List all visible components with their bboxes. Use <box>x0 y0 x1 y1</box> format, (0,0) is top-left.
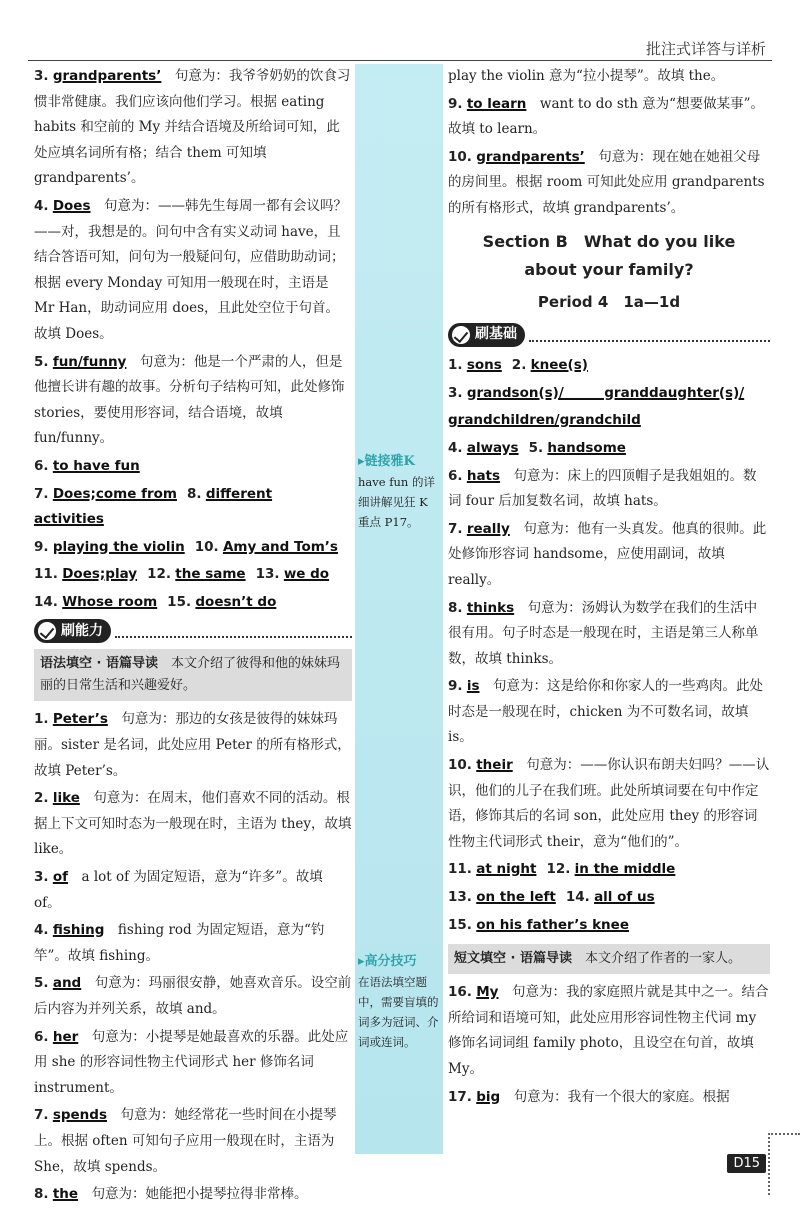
answer-text: in the middle <box>574 861 676 878</box>
answer-text: to have fun <box>52 457 140 474</box>
item-number: 6. <box>34 457 49 474</box>
item-number: 1. <box>34 711 49 728</box>
answer-text: different activities <box>34 485 273 528</box>
answer-text: grandchildren/grandchild <box>448 412 641 429</box>
item-number: 3. <box>448 384 463 401</box>
item-number: 7. <box>34 485 49 502</box>
continued-text: play the violin 意为“拉小提琴”。故填 the。 <box>448 68 725 84</box>
answer-item <box>448 145 770 222</box>
item-number: 8. <box>186 485 202 502</box>
answer-text: handsome <box>547 439 626 456</box>
answer-text: her <box>52 1028 79 1045</box>
item-number: 11. <box>448 861 472 878</box>
reading-guide <box>34 649 352 701</box>
item-number: 1. <box>448 357 463 374</box>
short-answer-row <box>448 353 770 379</box>
answer-text: at night <box>476 861 537 878</box>
answer-text: big <box>476 1088 501 1105</box>
answer-text: of <box>52 869 68 886</box>
answer-text: fishing <box>52 922 105 939</box>
answer-text: to learn <box>466 95 527 112</box>
item-number: 6. <box>448 467 463 484</box>
basics-badge <box>448 323 770 347</box>
answer-text: on his father’s knee <box>476 916 629 933</box>
item-number: 13. <box>255 566 280 583</box>
item-number: 9. <box>34 538 49 555</box>
explanation-text: 句意为：她能把小提琴拉得非常棒。 <box>91 1186 308 1203</box>
corner-dots <box>768 1133 800 1195</box>
reading-guide-label: 语法填空 · 语篇导读 <box>40 656 158 672</box>
short-answer-row <box>34 454 352 480</box>
item-number: 12. <box>147 566 171 583</box>
reading-guide-text: 本文介绍了作者的一家人。 <box>585 951 742 967</box>
explanation-text: 句意为：——韩先生每周一都有会议吗？——对，我想是的。问句中含有实义动词 have，且结合答语可知，问句为一般疑问句，应借助助动词；根据 every Monday 可知用一般现在时，主语是 Mr Han，助动词应用 does，且此处空位于句首。故填 Does。 <box>34 197 348 342</box>
side-note-tip-tag: ▸高分技巧 <box>358 954 417 969</box>
left-column <box>34 64 352 1210</box>
item-number: 13. <box>448 889 472 906</box>
answer-item <box>34 918 352 969</box>
explanation-text: want to do sth 意为“想要做某事”。故填 to learn。 <box>448 95 764 138</box>
answer-text: grandparents’ <box>52 68 162 84</box>
practice-badge <box>34 619 352 643</box>
section-title-line2: about your family? <box>524 259 694 279</box>
item-number: 2. <box>511 357 527 374</box>
side-note-link-text: have fun 的详细讲解见狂 K 重点 P17。 <box>358 475 435 529</box>
answer-item <box>34 350 352 452</box>
answer-text: grandparents’ <box>476 148 585 165</box>
answer-item <box>448 980 770 1082</box>
item-number: 14. <box>565 889 590 906</box>
short-answer-row <box>448 436 770 462</box>
side-note-link <box>358 452 440 532</box>
answer-text: thinks <box>466 599 515 616</box>
item-number: 17. <box>448 1088 472 1105</box>
answer-item <box>34 1103 352 1180</box>
answer-text: their <box>476 757 513 774</box>
item-number: 14. <box>34 593 58 610</box>
item-number: 8. <box>34 1186 49 1203</box>
answer-text: Does;come from <box>52 485 177 502</box>
answer-text: Does <box>52 197 91 214</box>
item-number: 3. <box>34 869 49 886</box>
practice-badge-label: 刷能力 <box>61 622 103 639</box>
item-number: 15. <box>167 593 192 610</box>
item-number: 15. <box>448 916 472 933</box>
explanation-text: 句意为：他是一个严肃的人，但是他擅长讲有趣的故事。分析句子结构可知，此处修饰 stories，要使用形容词，结合语境，故填 fun/funny。 <box>34 353 345 447</box>
item-number: 5. <box>34 353 49 370</box>
explanation-text: 句意为：小提琴是她最喜欢的乐器。此处应用 she 的形容词性物主代词形式 her 修饰名词 instrument。 <box>34 1028 349 1096</box>
answer-text: all of us <box>594 889 655 906</box>
answer-text: knee(s) <box>530 357 588 374</box>
answer-item <box>34 865 352 916</box>
answer-text: the same <box>175 566 246 583</box>
answer-item <box>448 674 770 751</box>
item-number: 7. <box>34 1107 49 1124</box>
answer-text: sons <box>466 357 502 374</box>
item-number: 10. <box>194 538 219 555</box>
explanation-text: 句意为：汤姆认为数学在我们的生活中很有用。句子时态是一般现在时，主语是第三人称单数，故填 thinks。 <box>448 599 759 667</box>
item-number: 10. <box>448 757 472 774</box>
answer-item <box>34 971 352 1022</box>
explanation-text: 句意为：我有一个很大的家庭。根据 <box>513 1088 730 1105</box>
period-title: Period 4 1a—1d <box>537 292 681 311</box>
item-number: 4. <box>34 922 49 939</box>
answer-item <box>34 707 352 784</box>
short-answer-row <box>448 381 770 407</box>
answer-item <box>448 92 770 143</box>
item-number: 11. <box>34 566 58 583</box>
short-answer-row <box>448 913 770 939</box>
reading-guide-label: 短文填空 · 语篇导读 <box>454 951 572 967</box>
answer-text: My <box>476 984 499 1001</box>
explanation-text: 句意为：玛丽很安静，她喜欢音乐。设空前后内容为并列关系，故填 and。 <box>34 975 352 1017</box>
answer-text: hats <box>466 467 501 484</box>
right-column <box>448 64 770 1112</box>
explanation-text: 句意为：他有一头真发。他真的很帅。此处修饰形容词 handsome，应使用副词，故填 really。 <box>448 520 767 588</box>
item-number: 16. <box>448 984 472 1001</box>
answer-text: Amy and Tom’s <box>222 538 338 555</box>
basics-badge-label: 刷基础 <box>475 326 517 343</box>
section-title <box>448 228 770 284</box>
answer-text: like <box>52 790 80 807</box>
explanation-text: 句意为：我爷爷奶奶的饮食习惯非常健康。我们应该向他们学习。根据 eating habits 和空前的 My 并结合语境及所给词可知，此处应填名词所有格；结合 them 可知填 grandparents’。 <box>34 68 351 187</box>
answer-item <box>34 786 352 863</box>
item-number: 5. <box>34 975 49 992</box>
answer-text: playing the violin <box>52 538 185 555</box>
item-number: 9. <box>448 678 463 695</box>
explanation-text: 句意为：在周末，他们喜欢不同的活动。根据上下文可知时态为一般现在时，主语为 they，故填 like。 <box>34 790 352 858</box>
answer-text: doesn’t do <box>195 593 277 610</box>
answer-item <box>34 194 352 348</box>
item-number: 12. <box>546 861 571 878</box>
item-number: 2. <box>34 790 49 807</box>
dotted-divider <box>529 328 770 342</box>
side-note-tip-text: 在语法填空题中，需要盲填的词多为冠词、介词或连词。 <box>358 975 439 1049</box>
reading-guide <box>448 944 770 974</box>
short-answer-row <box>448 885 770 911</box>
dotted-divider <box>115 624 352 638</box>
answer-text: on the left <box>476 889 556 906</box>
item-number: 5. <box>528 439 544 456</box>
answer-text: and <box>52 975 82 992</box>
short-answer-row <box>448 857 770 883</box>
explanation-text: 句意为：现在她在她祖父母的房间里。根据 room 可知此处应用 grandparents 的所有格形式，故填 grandparents’。 <box>448 148 765 216</box>
short-answer-row <box>34 535 352 561</box>
answer-item <box>448 1085 770 1111</box>
pen-icon <box>38 622 56 640</box>
answer-text: Whose room <box>62 593 158 610</box>
section-title-line1: Section B What do you like <box>482 231 736 251</box>
side-note-tip <box>358 952 440 1052</box>
answer-item <box>448 753 770 855</box>
answer-item <box>448 464 770 515</box>
answer-text: spends <box>52 1107 107 1124</box>
answer-text: we do <box>283 566 330 583</box>
explanation-text: 句意为：我的家庭照片就是其中之一。结合所给词和语境可知，此处应用形容词性物主代词 my 修饰名词词组 family photo，且设空在句首，故填 My。 <box>448 984 769 1077</box>
page-header-title: 批注式详答与详析 <box>645 40 766 58</box>
header-rule <box>28 60 772 61</box>
page-number: D15 <box>727 1154 766 1173</box>
answer-text: Peter’s <box>52 711 108 728</box>
answer-text: grandson(s)/ granddaughter(s)/ <box>466 384 745 401</box>
short-answer-row <box>34 482 352 533</box>
explanation-text: 句意为：她经常花一些时间在小提琴上。根据 often 可知句子应用一般现在时，主语为 She，故填 spends。 <box>34 1107 337 1175</box>
answer-text: Does;play <box>62 566 138 583</box>
short-answer-row <box>34 590 352 616</box>
answer-item <box>448 517 770 594</box>
answer-text: the <box>52 1186 79 1203</box>
item-number: 8. <box>448 599 463 616</box>
answer-item <box>448 596 770 673</box>
short-answer-row <box>448 408 770 434</box>
answer-item <box>34 1025 352 1102</box>
item-number: 7. <box>448 520 463 537</box>
answer-text: is <box>466 678 480 695</box>
answer-text: really <box>466 520 510 537</box>
explanation-text: a lot of 为固定短语，意为“许多”。故填 of。 <box>34 869 323 911</box>
short-answer-row <box>34 562 352 588</box>
answer-text: always <box>466 439 519 456</box>
item-number: 3. <box>34 68 49 84</box>
side-note-link-tag: ▸链接雅K <box>358 454 415 469</box>
item-number: 9. <box>448 95 463 112</box>
item-number: 4. <box>448 439 463 456</box>
explanation-text: 句意为：这是给你和你家人的一些鸡肉。此处时态是一般现在时，chicken 为不可数名词，故填 is。 <box>448 678 763 746</box>
reading-guide-text: 本文介绍了彼得和他的妹妹玛丽的日常生活和兴趣爱好。 <box>40 656 341 694</box>
item-number: 10. <box>448 148 472 165</box>
item-number: 6. <box>34 1028 49 1045</box>
explanation-text: 句意为：那边的女孩是彼得的妹妹玛丽。sister 是名词，此处应用 Peter 的所有格形式，故填 Peter’s。 <box>34 711 351 779</box>
pen-icon <box>452 326 470 344</box>
answer-item <box>34 64 352 192</box>
explanation-text: fishing rod 为固定短语，意为“钓竿”。故填 fishing。 <box>34 922 325 964</box>
item-number: 4. <box>34 197 49 214</box>
explanation-text: 句意为：——你认识布朗夫妇吗？——认识，他们的儿子在我们班。此处所填词要在句中作定语，修饰其后的名词 son，此处应用 they 的形容词性物主代词形式 their，意为“他们的”。 <box>448 757 770 850</box>
explanation-text: 句意为：床上的四顶帽子是我姐姐的。数词 four 后加复数名词，故填 hats。 <box>448 467 757 510</box>
answer-text: fun/funny <box>52 353 127 370</box>
